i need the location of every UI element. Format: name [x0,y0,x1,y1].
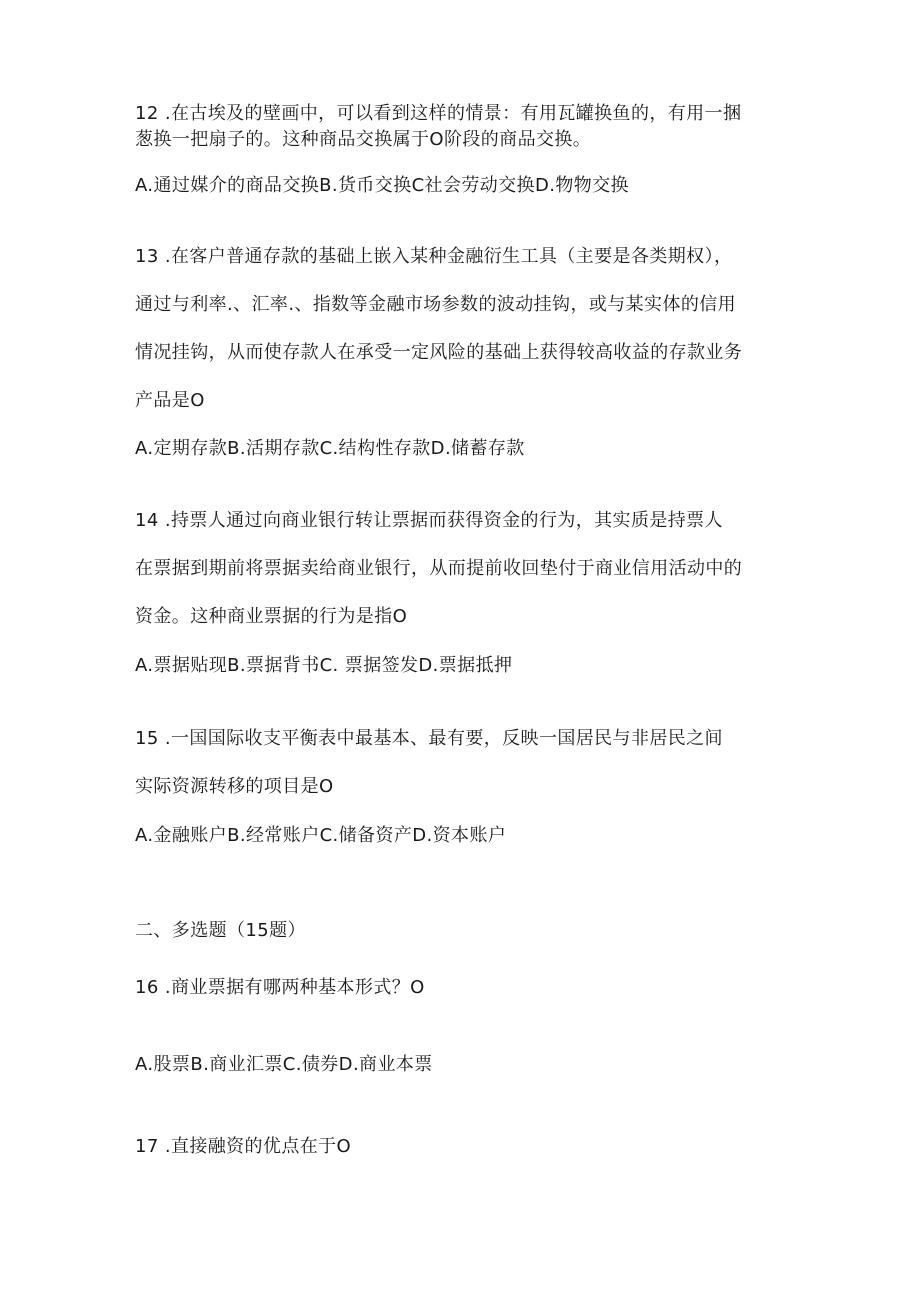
question-12-line-2: 葱换一把扇子的。这种商品交换属于O阶段的商品交换。 [135,129,592,150]
section-heading: 二、多选题（15题） [135,920,306,941]
question-15-options: A.金融账户B.经常账户C.储备资产D.资本账户 [135,825,507,846]
question-14-options: A.票据贴现B.票据背书C. 票据签发D.票据抵押 [135,655,513,676]
question-17-line-1: 17 .直接融资的优点在于O [135,1136,352,1157]
question-13-options: A.定期存款B.活期存款C.结构性存款D.储蓄存款 [135,438,525,459]
question-13-line-1: 13 .在客户普通存款的基础上嵌入某种金融衍生工具（主要是各类期权）， [135,246,733,267]
question-13-line-4: 产品是O [135,390,205,411]
question-14-line-2: 在票据到期前将票据卖给商业银行，从而提前收回垫付于商业信用活动中的 [135,558,743,579]
question-16-line-1: 16 .商业票据有哪两种基本形式？O [135,977,425,998]
question-13-line-3: 情况挂钩，从而使存款人在承受一定风险的基础上获得较高收益的存款业务 [135,342,743,363]
question-13-line-2: 通过与利率.、汇率.、指数等金融市场参数的波动挂钩，或与某实体的信用 [135,294,737,315]
question-12-options: A.通过媒介的商品交换B.货币交换C社会劳动交换D.物物交换 [135,175,629,196]
question-12-line-1: 12 .在古埃及的壁画中，可以看到这样的情景：有用瓦罐换鱼的，有用一捆 [135,103,742,124]
question-15-line-2: 实际资源转移的项目是O [135,776,334,797]
question-14-line-3: 资金。这种商业票据的行为是指O [135,606,408,627]
question-16-options: A.股票B.商业汇票C.债券D.商业本票 [135,1054,433,1075]
question-15-line-1: 15 .一国国际收支平衡表中最基本、最有要，反映一国居民与非居民之间 [135,728,723,749]
question-14-line-1: 14 .持票人通过向商业银行转让票据而获得资金的行为，其实质是持票人 [135,510,723,531]
